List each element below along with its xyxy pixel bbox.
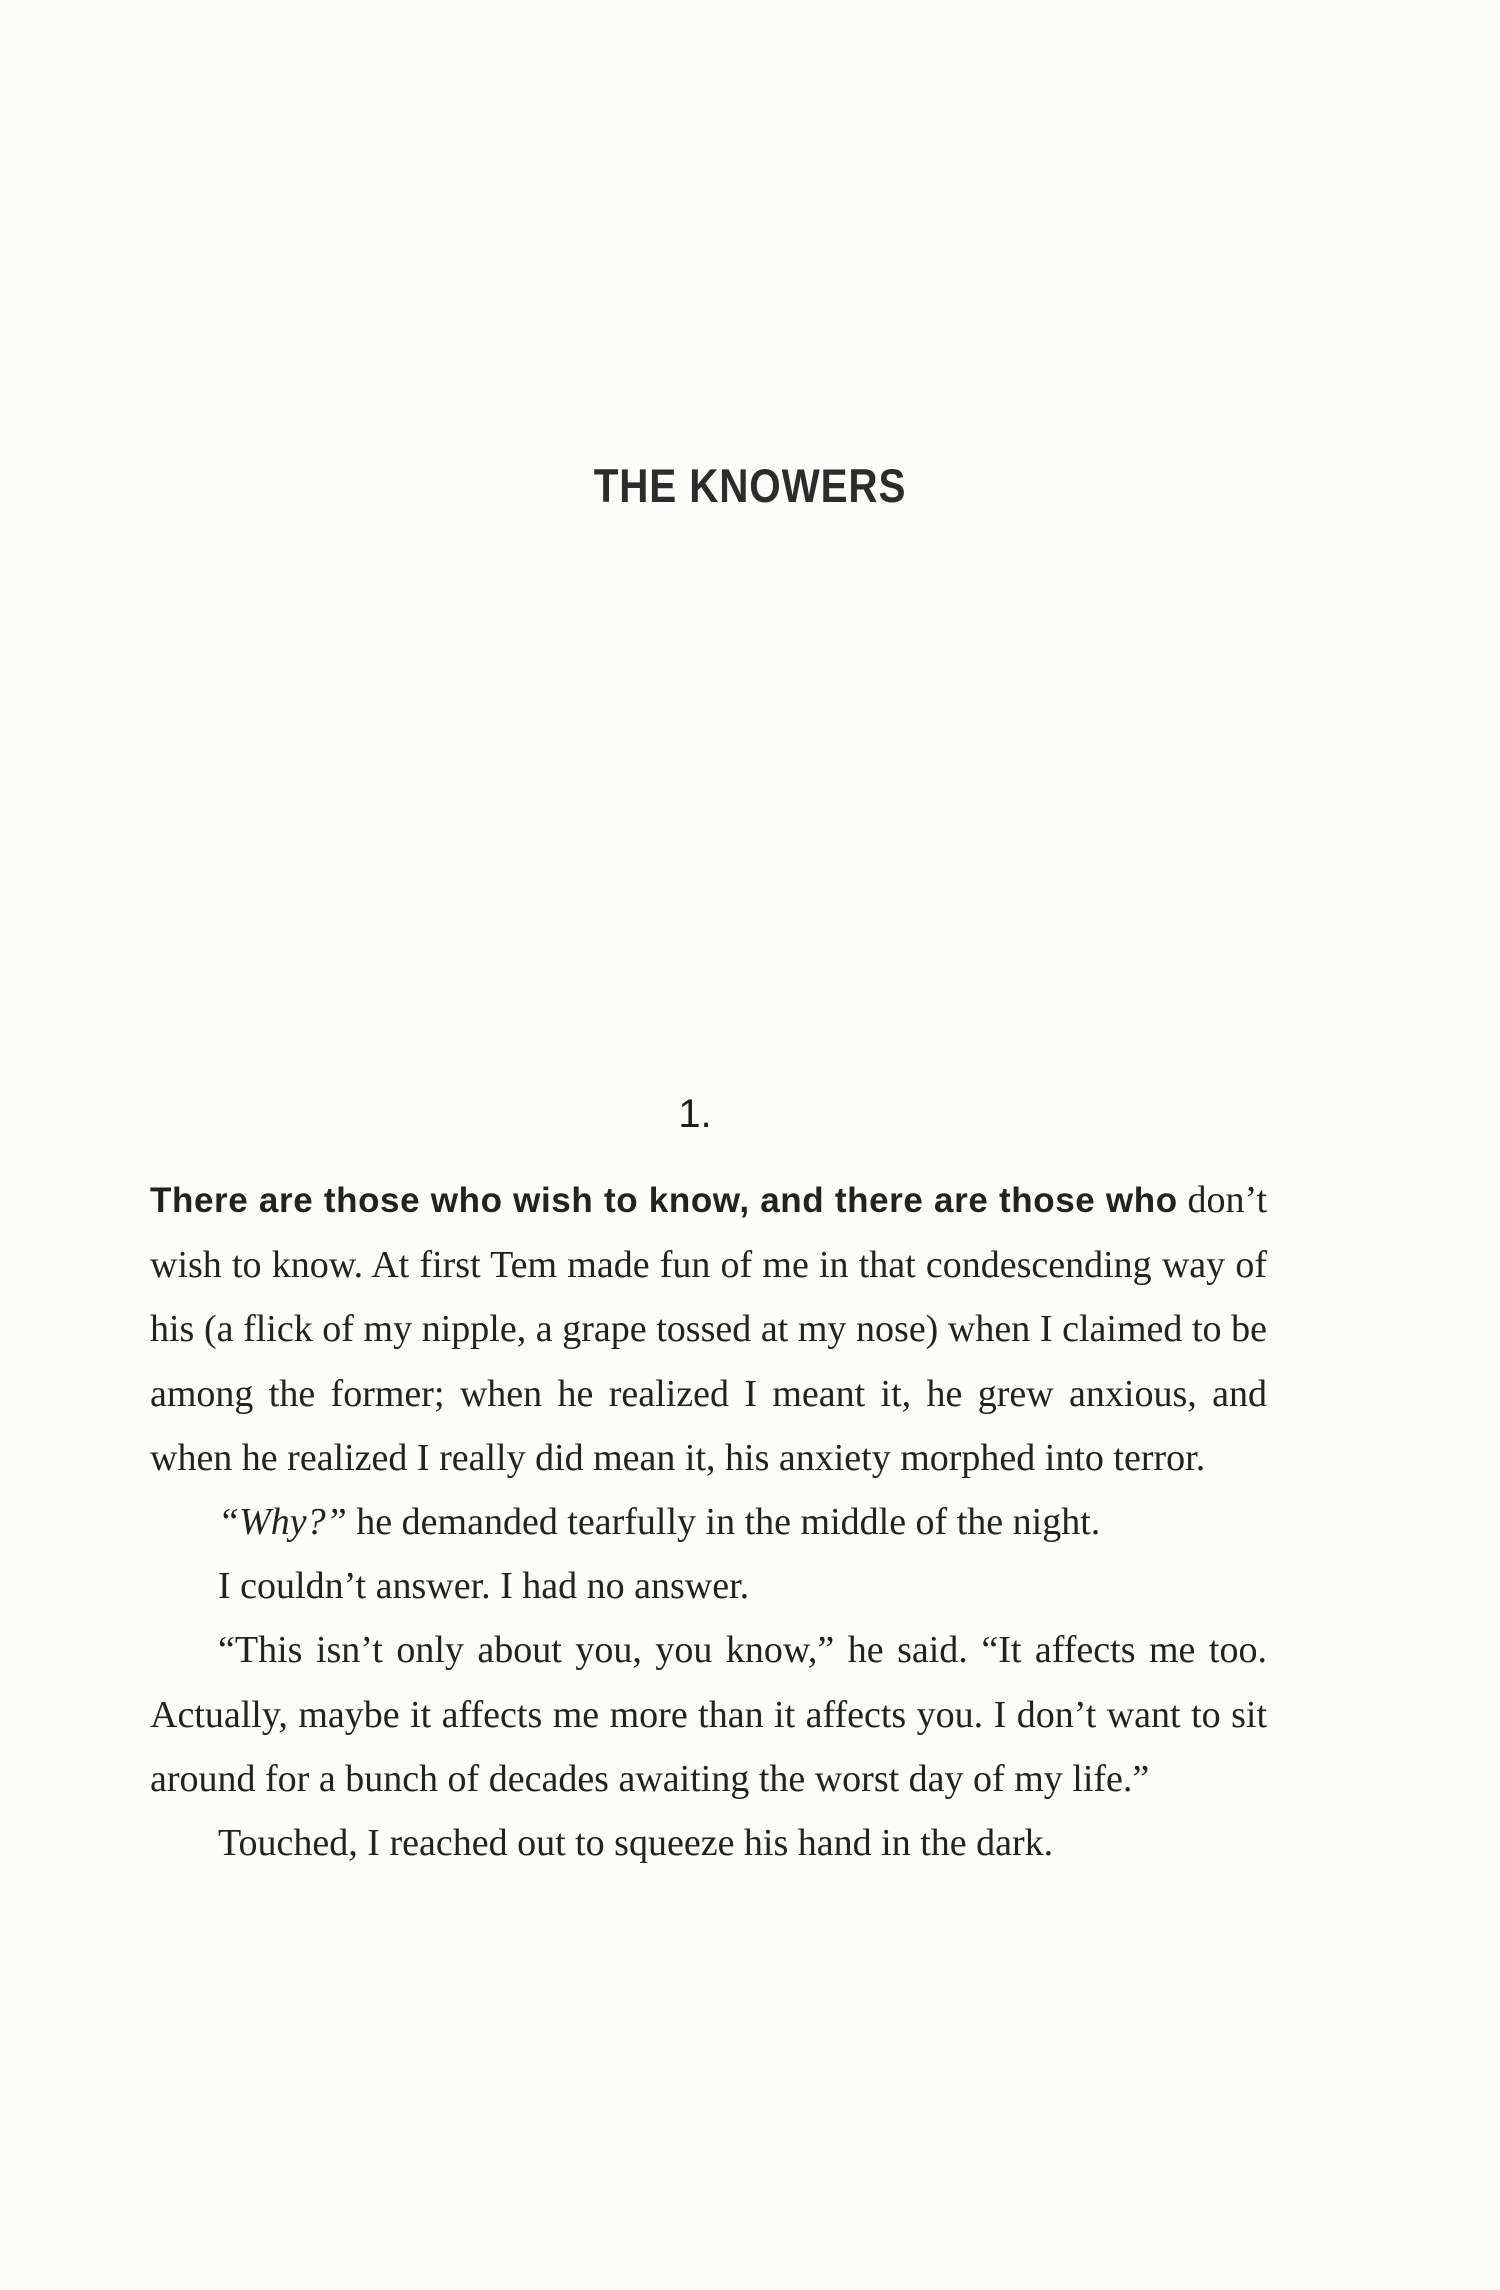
body-text	[150, 1168, 1267, 1875]
paragraph-4: “This isn’t only about you, you know,” he said. “It affects me too. Actually, maybe it affects me more than it affects you. I don’t want to sit around for a bunch of decades awaiting the worst day of my life.”	[150, 1629, 1267, 1800]
paragraph-5: Touched, I reached out to squeeze his hand in the dark.	[218, 1822, 1054, 1865]
section-number: 1.	[678, 1092, 712, 1136]
paragraph-2	[150, 1490, 1267, 1554]
paragraph-text: don’t wish to know. At first Tem made fun of me in that condescending way of his (a flick of my nipple, a grape tossed at my nose) when I claimed to be among the former; when he realized I meant it, he grew anxious, and when he realized I really did mean it, his anxiety morphed into terror.	[150, 1179, 1267, 1479]
paragraph-lead-in: There are those who wish to know, and there are those who	[150, 1181, 1178, 1220]
chapter-title: THE KNOWERS	[593, 459, 907, 512]
italic-quote: “Why?”	[218, 1501, 347, 1544]
paragraph-1	[150, 1168, 1267, 1490]
paragraph-3: I couldn’t answer. I had no answer.	[218, 1565, 750, 1608]
paragraph-text: he demanded tearfully in the middle of the night.	[346, 1501, 1101, 1544]
